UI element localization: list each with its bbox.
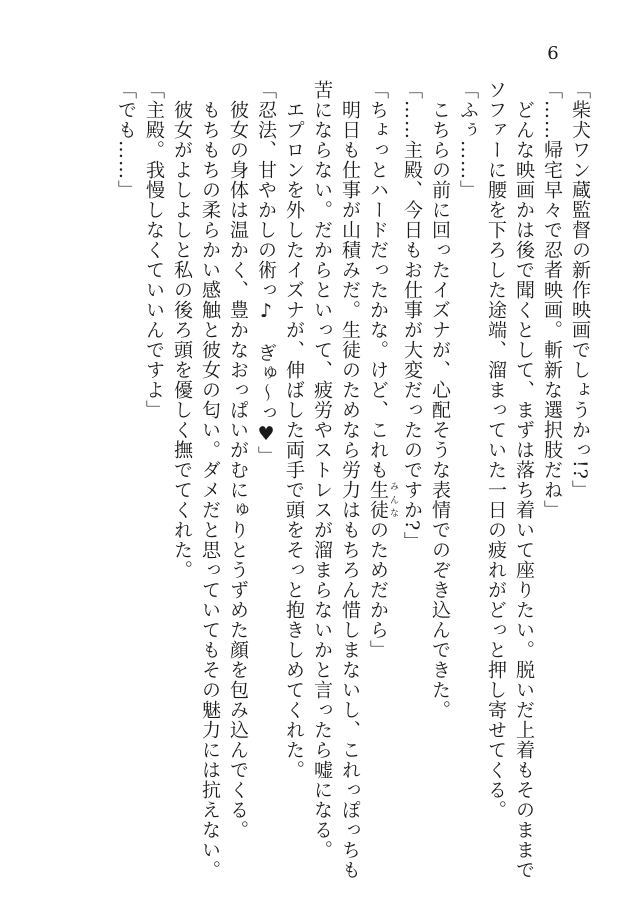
ruby-reading: みんな <box>388 480 398 520</box>
text-line-with-ruby: 「ちょっとハードだったかな。けど、これも生徒 みんなのためだから」 <box>367 80 398 660</box>
text-line: エプロンを外したイズナが、伸ばした両手で頭をそっと抱きしめてくれた。 <box>283 80 305 780</box>
vertical-text-block <box>115 80 594 880</box>
text-line: 「ふぅ……」 <box>457 80 479 200</box>
page-number: 6 <box>547 43 559 64</box>
text-line: ソファーに腰を下ろした途端、溜まっていた一日の疲れがどっと押し寄せてくる。 <box>485 80 507 820</box>
text-line: 苦にならない。だからといって、疲労やストレスが溜まらないかと言ったら嘘になる。 <box>311 80 333 860</box>
text-line: 彼女がよしよしと私の後ろ頭を優しく撫でてくれた。 <box>171 80 193 580</box>
text-line: 明日も仕事が山積みだ。生徒のためなら労力はもちろん惜しまないし、これっぽっちも <box>339 80 361 880</box>
text-line: こちらの前に回ったイズナが、心配そうな表情でのぞき込んできた。 <box>429 80 451 720</box>
text-line: 彼女の身体は温かく、豊かなおっぱいがむにゅりとうずめた顔を包み込んでくる。 <box>227 80 249 840</box>
text-line: 「……帰宅早々で忍者映画。斬新な選択肢だね」 <box>541 80 563 520</box>
text-line: 「……主殿、今日もお仕事が大変だったのですか?」 <box>401 80 423 552</box>
ruby-annotation <box>367 480 398 520</box>
text-line: 「主殿。我慢しなくていいんですよ」 <box>143 80 165 420</box>
text-line: 「忍法、甘やかしの術っ♪ ぎゅ～っ♥」 <box>255 80 277 466</box>
ruby-base: 生徒 <box>367 480 389 520</box>
text-line: 「でも……」 <box>115 80 137 200</box>
text-line: もちもちの柔らかい感触と彼女の匂い。ダメだと思っていてもその魅力には抗えない。 <box>199 80 221 880</box>
text-line: どんな映画かは後で聞くとして、まずは落ち着いて座りたい。脱いだ上着もそのままで <box>513 80 535 880</box>
text-line: 「柴犬ワン蔵監督の新作映画でしょうかっ!?」 <box>569 80 591 500</box>
